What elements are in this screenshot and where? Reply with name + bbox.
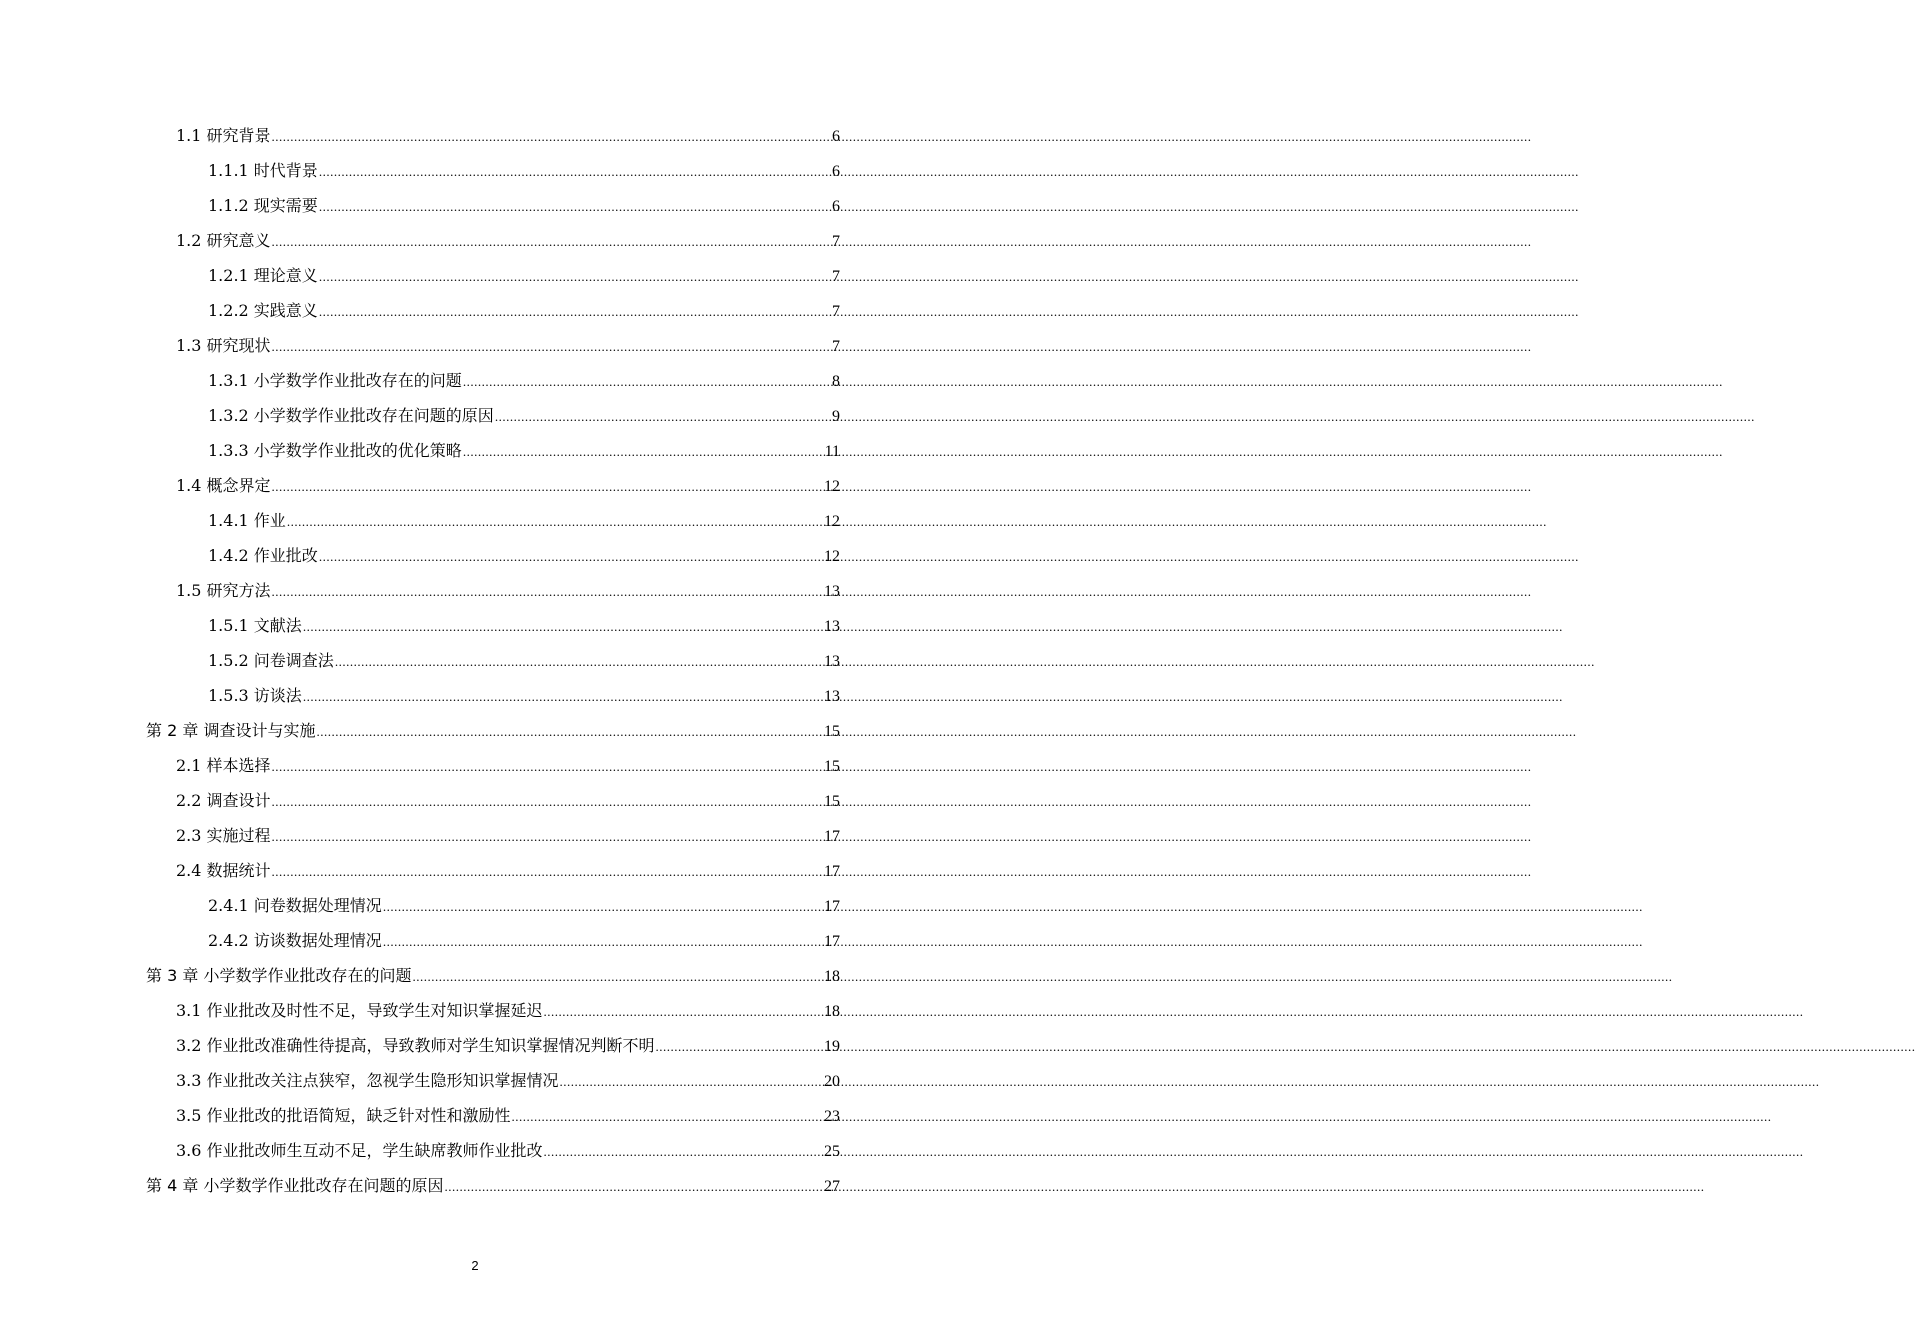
toc-entry-title: 第 4 章 小学数学作业批改存在问题的原因	[146, 1176, 444, 1195]
toc-dot-leader	[463, 433, 824, 469]
toc-entry-page-number: 6	[832, 163, 840, 180]
toc-entry-title: 3.1 作业批改及时性不足，导致学生对知识掌握延迟	[176, 1001, 543, 1020]
toc-entry-title: 1.4.1 作业	[208, 511, 286, 530]
toc-entry-page-number: 20	[824, 1073, 840, 1090]
toc-entry-page-number: 8	[832, 373, 840, 390]
toc-dot-leader	[303, 608, 823, 644]
toc-entry-title: 2.1 样本选择	[176, 756, 271, 775]
toc-entry-title: 3.3 作业批改关注点狭窄，忽视学生隐形知识掌握情况	[176, 1071, 559, 1090]
toc-entry-title: 3.5 作业批改的批语简短，缺乏针对性和激励性	[176, 1106, 511, 1125]
toc-chapter-entry[interactable]	[146, 958, 840, 993]
toc-entry[interactable]	[146, 1133, 840, 1168]
toc-dot-leader	[303, 678, 823, 714]
toc-entry-title: 1.5.1 文献法	[208, 616, 302, 635]
toc-entry-page-number: 12	[824, 548, 840, 565]
toc-entry[interactable]	[146, 433, 840, 468]
toc-entry[interactable]	[146, 818, 840, 853]
toc-entry[interactable]	[146, 258, 840, 293]
toc-entry-page-number: 18	[824, 968, 840, 985]
toc-entry-title: 1.5.3 访谈法	[208, 686, 302, 705]
toc-dot-leader	[560, 1063, 823, 1099]
toc-entry-title: 第 2 章 调查设计与实施	[146, 721, 316, 740]
toc-entry-page-number: 17	[824, 828, 840, 845]
toc-dot-leader	[272, 783, 823, 819]
toc-entry-title: 1.1.1 时代背景	[208, 161, 318, 180]
toc-entry[interactable]	[146, 993, 840, 1028]
toc-entry-title: 2.4.2 访谈数据处理情况	[208, 931, 382, 950]
toc-entry-page-number: 23	[824, 1108, 840, 1125]
toc-entry-page-number: 15	[824, 793, 840, 810]
toc-entry-title: 3.6 作业批改师生互动不足，学生缺席教师作业批改	[176, 1141, 543, 1160]
toc-entry[interactable]	[146, 608, 840, 643]
toc-entry[interactable]	[146, 748, 840, 783]
toc-dot-leader	[495, 398, 831, 434]
toc-entry-page-number: 6	[832, 128, 840, 145]
toc-dot-leader	[272, 118, 831, 154]
toc-dot-leader	[319, 538, 823, 574]
toc-entry-title: 2.2 调查设计	[176, 791, 271, 810]
toc-entry[interactable]	[146, 188, 840, 223]
toc-dot-leader	[272, 468, 823, 504]
toc-entry[interactable]	[146, 223, 840, 258]
toc-entry[interactable]	[146, 293, 840, 328]
toc-entry-page-number: 7	[832, 233, 840, 250]
toc-entry-page-number: 19	[824, 1038, 840, 1055]
toc-entry-page-number: 13	[824, 653, 840, 670]
toc-dot-leader	[319, 153, 831, 189]
toc-entry[interactable]	[146, 1028, 840, 1063]
toc-entry-page-number: 13	[824, 583, 840, 600]
toc-dot-leader	[656, 1028, 823, 1064]
toc-entry-title: 1.3.2 小学数学作业批改存在问题的原因	[208, 406, 494, 425]
toc-dot-leader	[316, 713, 823, 749]
toc-entry-page-number: 7	[832, 338, 840, 355]
toc-entry[interactable]	[146, 468, 840, 503]
toc-dot-leader	[272, 748, 823, 784]
toc-dot-leader	[272, 573, 823, 609]
toc-dot-leader	[272, 818, 823, 854]
toc-dot-leader	[287, 503, 823, 539]
toc-dot-leader	[272, 853, 823, 889]
toc-dot-leader	[335, 643, 823, 679]
toc-entry-title: 1.2 研究意义	[176, 231, 271, 250]
toc-chapter-entry[interactable]	[146, 713, 840, 748]
toc-entry-title: 第 3 章 小学数学作业批改存在的问题	[146, 966, 412, 985]
toc-entry-page-number: 17	[824, 933, 840, 950]
toc-entry[interactable]	[146, 643, 840, 678]
toc-dot-leader	[412, 958, 823, 994]
toc-entry-page-number: 6	[832, 198, 840, 215]
toc-entry-title: 1.4 概念界定	[176, 476, 271, 495]
toc-entry-page-number: 12	[824, 478, 840, 495]
toc-dot-leader	[272, 328, 831, 364]
toc-dot-leader	[544, 1133, 823, 1169]
toc-entry-title: 1.1.2 现实需要	[208, 196, 318, 215]
toc-entry-page-number: 7	[832, 303, 840, 320]
toc-entry[interactable]	[146, 118, 840, 153]
toc-dot-leader	[444, 1168, 823, 1204]
toc-entry-title: 1.5 研究方法	[176, 581, 271, 600]
toc-entry-title: 1.1 研究背景	[176, 126, 271, 145]
toc-entry-page-number: 27	[824, 1178, 840, 1195]
toc-entry-title: 1.3 研究现状	[176, 336, 271, 355]
toc-dot-leader	[272, 223, 831, 259]
toc-entry-title: 2.4 数据统计	[176, 861, 271, 880]
page-number: 2	[471, 1258, 479, 1273]
toc-dot-leader	[319, 258, 831, 294]
toc-entry-page-number: 15	[824, 723, 840, 740]
toc-entry-title: 3.2 作业批改准确性待提高，导致教师对学生知识掌握情况判断不明	[176, 1036, 655, 1055]
toc-dot-leader	[319, 188, 831, 224]
toc-entry[interactable]	[146, 1063, 840, 1098]
toc-entry[interactable]	[146, 153, 840, 188]
toc-entry-title: 1.5.2 问卷调查法	[208, 651, 334, 670]
toc-entry-page-number: 17	[824, 863, 840, 880]
toc-entry[interactable]	[146, 538, 840, 573]
toc-entry[interactable]	[146, 573, 840, 608]
toc-entry-page-number: 25	[824, 1143, 840, 1160]
toc-chapter-entry[interactable]	[146, 1168, 840, 1203]
toc-entry[interactable]	[146, 888, 840, 923]
toc-entry-title: 1.4.2 作业批改	[208, 546, 318, 565]
toc-dot-leader	[463, 363, 831, 399]
toc-entry[interactable]	[146, 503, 840, 538]
toc-entry-page-number: 17	[824, 898, 840, 915]
toc-entry[interactable]	[146, 363, 840, 398]
toc-entry-title: 1.3.3 小学数学作业批改的优化策略	[208, 441, 462, 460]
toc-entry-page-number: 15	[824, 758, 840, 775]
toc-entry-page-number: 7	[832, 268, 840, 285]
toc-entry-page-number: 18	[824, 1003, 840, 1020]
toc-dot-leader	[544, 993, 823, 1029]
toc-entry-page-number: 9	[832, 408, 840, 425]
toc-entry[interactable]	[146, 923, 840, 958]
toc-entry[interactable]	[146, 678, 840, 713]
table-of-contents	[146, 118, 840, 1203]
toc-entry-title: 2.4.1 问卷数据处理情况	[208, 896, 382, 915]
toc-entry[interactable]	[146, 398, 840, 433]
toc-entry[interactable]	[146, 853, 840, 888]
toc-entry[interactable]	[146, 328, 840, 363]
toc-entry-page-number: 13	[824, 688, 840, 705]
toc-dot-leader	[383, 923, 823, 959]
toc-dot-leader	[383, 888, 823, 924]
toc-entry-title: 1.3.1 小学数学作业批改存在的问题	[208, 371, 462, 390]
toc-entry-page-number: 12	[824, 513, 840, 530]
toc-entry-title: 1.2.2 实践意义	[208, 301, 318, 320]
toc-dot-leader	[319, 293, 831, 329]
toc-entry[interactable]	[146, 1098, 840, 1133]
document-page	[0, 0, 950, 1344]
toc-entry-page-number: 13	[824, 618, 840, 635]
toc-entry[interactable]	[146, 783, 840, 818]
toc-dot-leader	[512, 1098, 823, 1134]
toc-entry-title: 1.2.1 理论意义	[208, 266, 318, 285]
toc-entry-page-number: 11	[824, 443, 840, 460]
toc-entry-title: 2.3 实施过程	[176, 826, 271, 845]
